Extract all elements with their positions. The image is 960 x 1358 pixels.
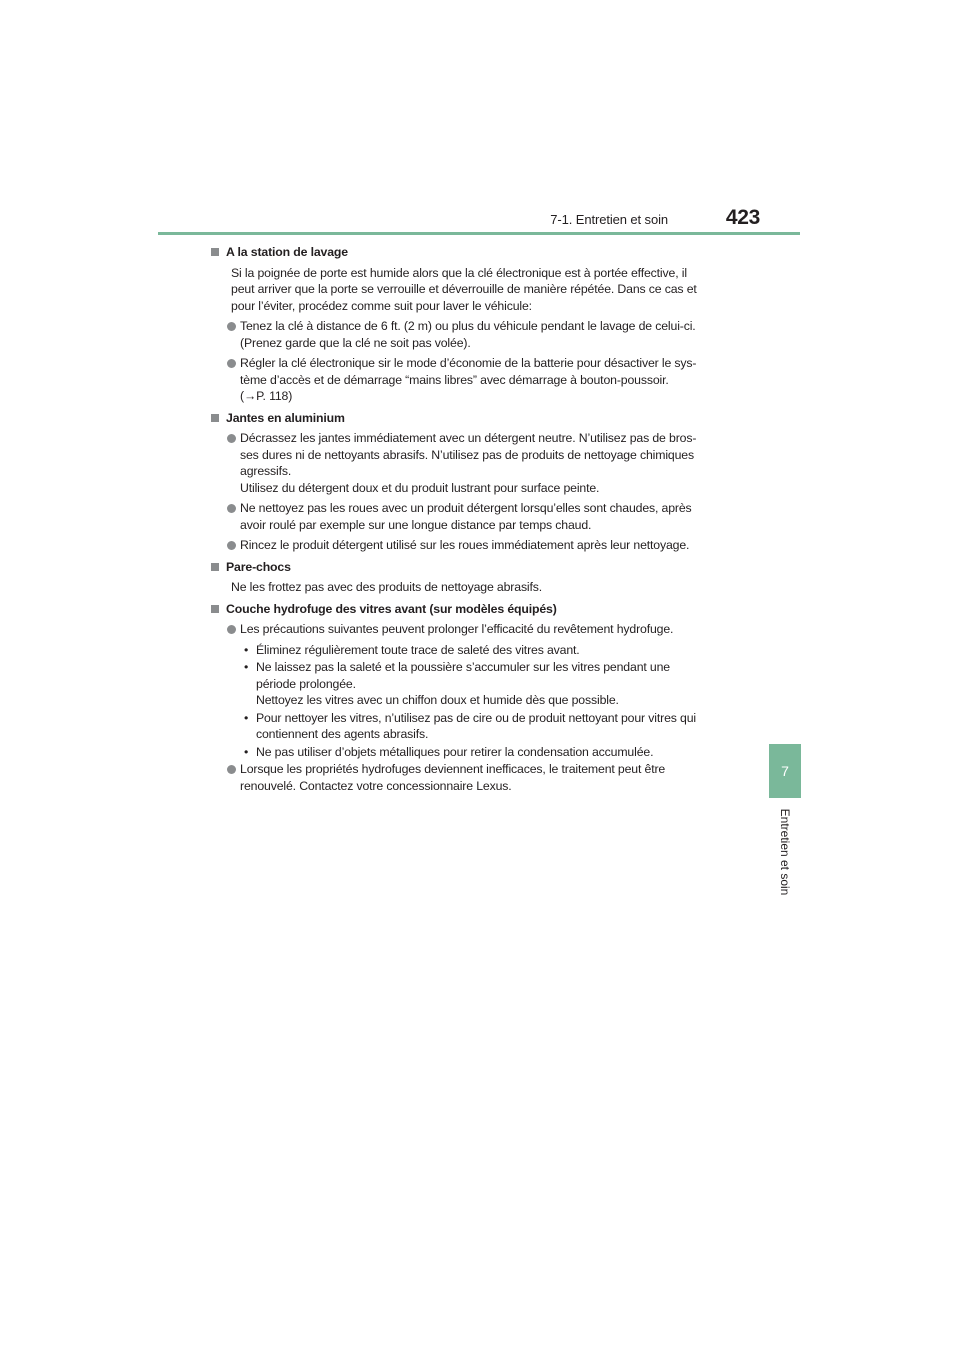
text-line: Ne les frottez pas avec des produits de nettoyage abrasifs. [231,580,543,594]
text-line: renouvelé. Contactez votre concessionnaire Lexus. [240,778,512,793]
list-item [240,355,752,405]
section-heading [226,601,752,618]
sub-list-item [244,744,752,761]
section [210,559,752,596]
text-line: (Prenez garde que la clé ne soit pas volée). [240,335,471,350]
square-bullet-icon [211,414,219,422]
section-heading-text: A la station de lavage [226,245,348,259]
chapter-tab [769,744,801,798]
page-header [158,203,800,235]
round-bullet-icon [227,434,236,443]
round-bullet-icon [227,504,236,513]
text-line: Ne nettoyez pas les roues avec un produit détergent lorsqu’elles sont chaudes, après [240,501,692,515]
header-rule [158,232,800,235]
round-bullet-icon [227,625,236,634]
page-number: 423 [725,206,760,229]
square-bullet-icon [211,248,219,256]
text-line: Décrassez les jantes immédiatement avec un détergent neutre. N’utilisez pas de bros- [240,431,697,445]
round-bullet-icon [227,322,236,331]
text-line: Ne laissez pas la saleté et la poussière s’accumuler sur les vitres pendant une [256,660,670,674]
list-item [240,318,752,351]
section-heading [226,244,752,261]
text-line: (→P. 118) [240,389,293,403]
dot-bullet-icon: • [244,744,249,759]
section-heading-text: Pare-chocs [226,559,291,574]
text-line: Ne pas utiliser d’objets métalliques pour retirer la condensation accumulée. [256,744,654,759]
text-line: Régler la clé électronique sir le mode d’économie de la batterie pour désactiver le sys- [240,356,697,370]
page-content [210,244,752,798]
text-line: Éliminez régulièrement toute trace de saleté des vitres avant. [256,642,580,657]
section-paragraph [231,579,752,596]
text-line: Lorsque les propriétés hydrofuges deviennent inefficaces, le traitement peut être [240,762,666,776]
text-line: contiennent des agents abrasifs. [256,727,429,741]
square-bullet-icon [211,563,219,571]
text-line: pour l’éviter, procédez comme suit pour laver le véhicule: [231,298,532,313]
section-heading-text: Jantes en aluminium [226,410,345,425]
list-item [240,761,752,794]
chapter-number: 7 [781,763,789,779]
section [210,244,752,405]
sub-list-item [244,659,752,709]
round-bullet-icon [227,541,236,550]
round-bullet-icon [227,359,236,368]
section [210,410,752,554]
text-line: Utilisez du détergent doux et du produit lustrant pour surface peinte. [240,480,600,495]
text-line: peut arriver que la porte se verrouille et déverrouille de manière répétée. Dans ce cas et [231,282,697,296]
text-line: Pour nettoyer les vitres, n’utilisez pas de cire ou de produit nettoyant pour vitres qui [256,710,696,725]
text-line: agressifs. [240,464,292,478]
round-bullet-icon [227,765,236,774]
section-heading [226,559,752,576]
text-line: Les précautions suivantes peuvent prolonger l’efficacité du revêtement hydrofuge. [240,622,674,636]
text-line: Nettoyez les vitres avec un chiffon doux et humide dès que possible. [256,693,619,707]
section-paragraph [231,265,752,315]
text-line: ses dures ni de nettoyants abrasifs. N’utilisez pas de produits de nettoyage chimiques [240,447,694,462]
dot-bullet-icon: • [244,642,249,657]
dot-bullet-icon: • [244,710,249,725]
list-item [240,500,752,533]
square-bullet-icon [211,605,219,613]
sub-list-item [244,642,752,659]
list-item [240,537,752,554]
text-line: période prolongée. [256,676,356,691]
text-line: avoir roulé par exemple sur une longue distance par temps chaud. [240,517,592,532]
list-item [240,430,752,496]
header-section-title: 7-1. Entretien et soin [550,212,668,227]
text-line: Rincez le produit détergent utilisé sur les roues immédiatement après leur nettoyage. [240,538,690,552]
text-line: Tenez la clé à distance de 6 ft. (2 m) ou plus du véhicule pendant le lavage de celui-ci. [240,319,696,333]
sub-list-item [244,710,752,743]
text-line: Si la poignée de porte est humide alors que la clé électronique est à portée effective, il [231,265,687,280]
section-heading-text: Couche hydrofuge des vitres avant (sur modèles équipés) [226,601,557,616]
dot-bullet-icon: • [244,660,249,674]
text-line: tème d’accès et de démarrage “mains libres” avec démarrage à bouton-poussoir. [240,372,669,387]
section [210,601,752,795]
chapter-label: Entretien et soin [778,808,792,896]
list-item [240,621,752,638]
section-heading [226,410,752,427]
